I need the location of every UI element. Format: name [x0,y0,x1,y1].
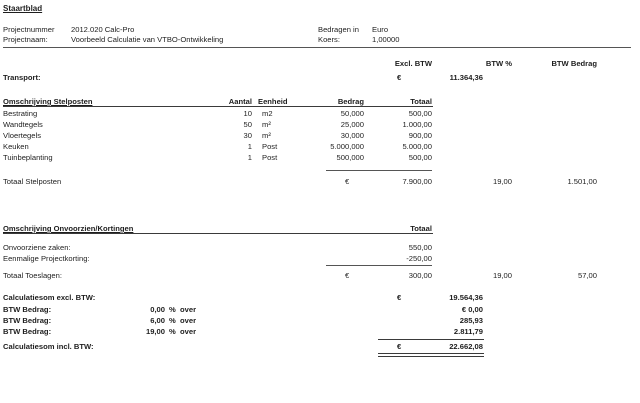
list-item-totaal: 500,00 [408,109,432,118]
list-item-eenheid: m2 [262,109,273,118]
onvoorzien-total-label: Totaal Toeslagen: [3,271,62,280]
summary-incl-value: 22.662,08 [449,342,483,351]
summary-sum-line [378,339,484,340]
bedragen-label: Bedragen in [318,25,359,34]
list-item-bedrag: 500,000 [336,153,364,162]
onvoorzien-total-pct: 19,00 [492,271,512,280]
list-item-aantal: 10 [243,109,252,118]
list-item: Keuken [3,142,29,151]
list-item-totaal: 1.000,00 [402,120,432,129]
list-item-totaal: -250,00 [406,254,432,263]
btw-row-over: over [180,305,197,314]
list-item: Tuinbeplanting [3,153,53,162]
summary-excl-currency: € [397,293,402,302]
transport-currency: € [397,73,402,82]
summary-incl-currency: € [397,342,402,351]
stelposten-header-omschrijving: Omschrijving Stelposten [3,97,93,106]
list-item: Vloertegels [3,131,41,140]
stelposten-total-excl: 7.900,00 [402,177,432,186]
summary-excl-value: 19.564,36 [449,293,483,302]
list-item-totaal: 5.000,00 [402,142,432,151]
projectnummer-value: 2012.020 Calc-Pro [71,25,135,34]
bedragen-value: Euro [372,25,389,34]
projectnummer-label: Projectnummer [3,25,55,34]
btw-row-value: 2.811,79 [453,327,483,336]
stelposten-header-bedrag: Bedrag [337,97,364,106]
btw-row-pct: 6,00 [150,316,165,325]
btw-row-label: BTW Bedrag: [3,327,52,336]
header-divider [3,47,631,48]
col-btw-bedrag: BTW Bedrag [551,59,597,68]
koers-label: Koers: [318,35,340,44]
summary-excl-label: Calculatiesom excl. BTW: [3,293,96,302]
stelposten-total-pct: 19,00 [492,177,512,186]
btw-row-over: over [180,316,197,325]
stelposten-total-btw: 1.501,00 [567,177,597,186]
stelposten-header-aantal: Aantal [228,97,252,106]
list-item: Onvoorziene zaken: [3,243,71,252]
stelposten-header-underline [3,106,433,107]
onvoorzien-header-omschrijving: Omschrijving Onvoorzien/Kortingen [3,224,134,233]
summary-double-line-bottom [378,356,484,357]
onvoorzien-header-totaal: Totaal [410,224,432,233]
list-item-aantal: 30 [243,131,252,140]
koers-value: 1,00000 [372,35,400,44]
transport-label: Transport: [3,73,41,82]
list-item-eenheid: m² [262,131,271,140]
stelposten-total-currency: € [345,177,350,186]
list-item-bedrag: 50,000 [340,109,364,118]
list-item-totaal: 500,00 [408,153,432,162]
btw-row-value: € 0,00 [461,305,483,314]
btw-row-label: BTW Bedrag: [3,305,52,314]
projectnaam-value: Voorbeeld Calculatie van VTBO-Ontwikkeling [71,35,224,44]
onvoorzien-total-currency: € [345,271,350,280]
list-item: Bestrating [3,109,38,118]
list-item-aantal: 50 [243,120,252,129]
col-excl-btw: Excl. BTW [394,59,432,68]
list-item-bedrag: 25,000 [340,120,364,129]
list-item-bedrag: 30,000 [340,131,364,140]
list-item-eenheid: Post [262,142,278,151]
list-item-totaal: 550,00 [408,243,432,252]
onvoorzien-total-btw: 57,00 [577,271,597,280]
col-btw-pct: BTW % [485,59,512,68]
btw-row-pct-sign: % [169,316,176,325]
onvoorzien-header-underline [3,233,433,234]
stelposten-header-totaal: Totaal [410,97,432,106]
list-item-eenheid: m² [262,120,271,129]
btw-row-pct-sign: % [169,305,176,314]
list-item-aantal: 1 [247,142,252,151]
btw-row-label: BTW Bedrag: [3,316,52,325]
stelposten-header-eenheid: Eenheid [258,97,288,106]
onvoorzien-total-excl: 300,00 [408,271,432,280]
list-item-bedrag: 5.000,000 [330,142,364,151]
list-item: Eenmalige Projectkorting: [3,254,90,263]
projectnaam-label: Projectnaam: [3,35,48,44]
btw-row-pct: 19,00 [145,327,165,336]
list-item-eenheid: Post [262,153,278,162]
stelposten-total-label: Totaal Stelposten [3,177,62,186]
btw-row-over: over [180,327,197,336]
onvoorzien-sum-line [326,265,432,266]
summary-double-line-top [378,353,484,354]
btw-row-value: 285,93 [459,316,483,325]
list-item-aantal: 1 [247,153,252,162]
page-title: Staartblad [3,4,43,13]
stelposten-sum-line [326,170,432,171]
btw-row-pct: 0,00 [150,305,165,314]
list-item: Wandtegels [3,120,43,129]
transport-value: 11.364,36 [449,73,483,82]
btw-row-pct-sign: % [169,327,176,336]
summary-incl-label: Calculatiesom incl. BTW: [3,342,94,351]
list-item-totaal: 900,00 [408,131,432,140]
